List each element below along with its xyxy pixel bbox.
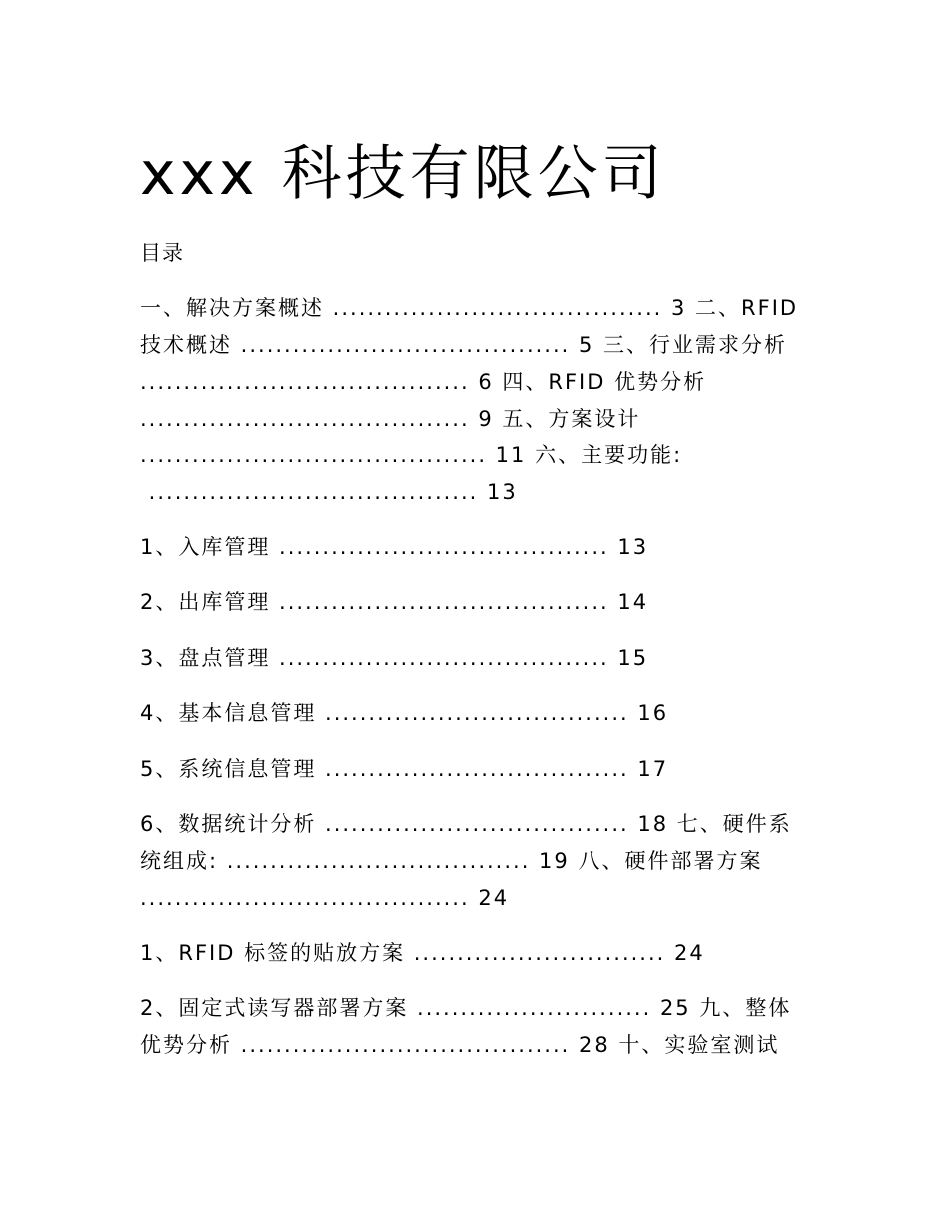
toc-line: 统组成: ................................... 19 八、硬件部署方案 (140, 849, 763, 873)
toc-heading: 目录 (140, 241, 184, 265)
toc-line: 一、解决方案概述 ...................................... 3 二、RFID (140, 296, 799, 320)
toc-line: 3、盘点管理 ...................................... 15 (140, 646, 649, 670)
toc-line: ...................................... 13 (140, 480, 518, 504)
toc-line: ...................................... 24 (140, 886, 510, 910)
toc-line: 5、系统信息管理 ................................... 17 (140, 757, 669, 781)
toc-line: 优势分析 ...................................... 28 十、实验室测试 (140, 1033, 780, 1057)
toc-line: ........................................ 11 六、主要功能: (140, 443, 683, 467)
toc-line: 1、入库管理 ...................................... 13 (140, 535, 649, 559)
toc-line: 2、固定式读写器部署方案 ........................... 25 九、整体 (140, 996, 792, 1020)
toc-line: 1、RFID 标签的贴放方案 ............................. 24 (140, 941, 705, 965)
toc-line: 2、出库管理 ...................................... 14 (140, 590, 649, 614)
toc-line: 6、数据统计分析 ................................... 18 七、硬件系 (140, 812, 792, 836)
toc-line: 技术概述 ...................................... 5 三、行业需求分析 (140, 333, 788, 357)
toc-line: ...................................... 6 四、RFID 优势分析 (140, 370, 707, 394)
toc-line: ...................................... 9 五、方案设计 (140, 407, 641, 431)
toc-line: 4、基本信息管理 ................................... 16 (140, 701, 669, 725)
document-title: xxx 科技有限公司 (140, 139, 666, 209)
